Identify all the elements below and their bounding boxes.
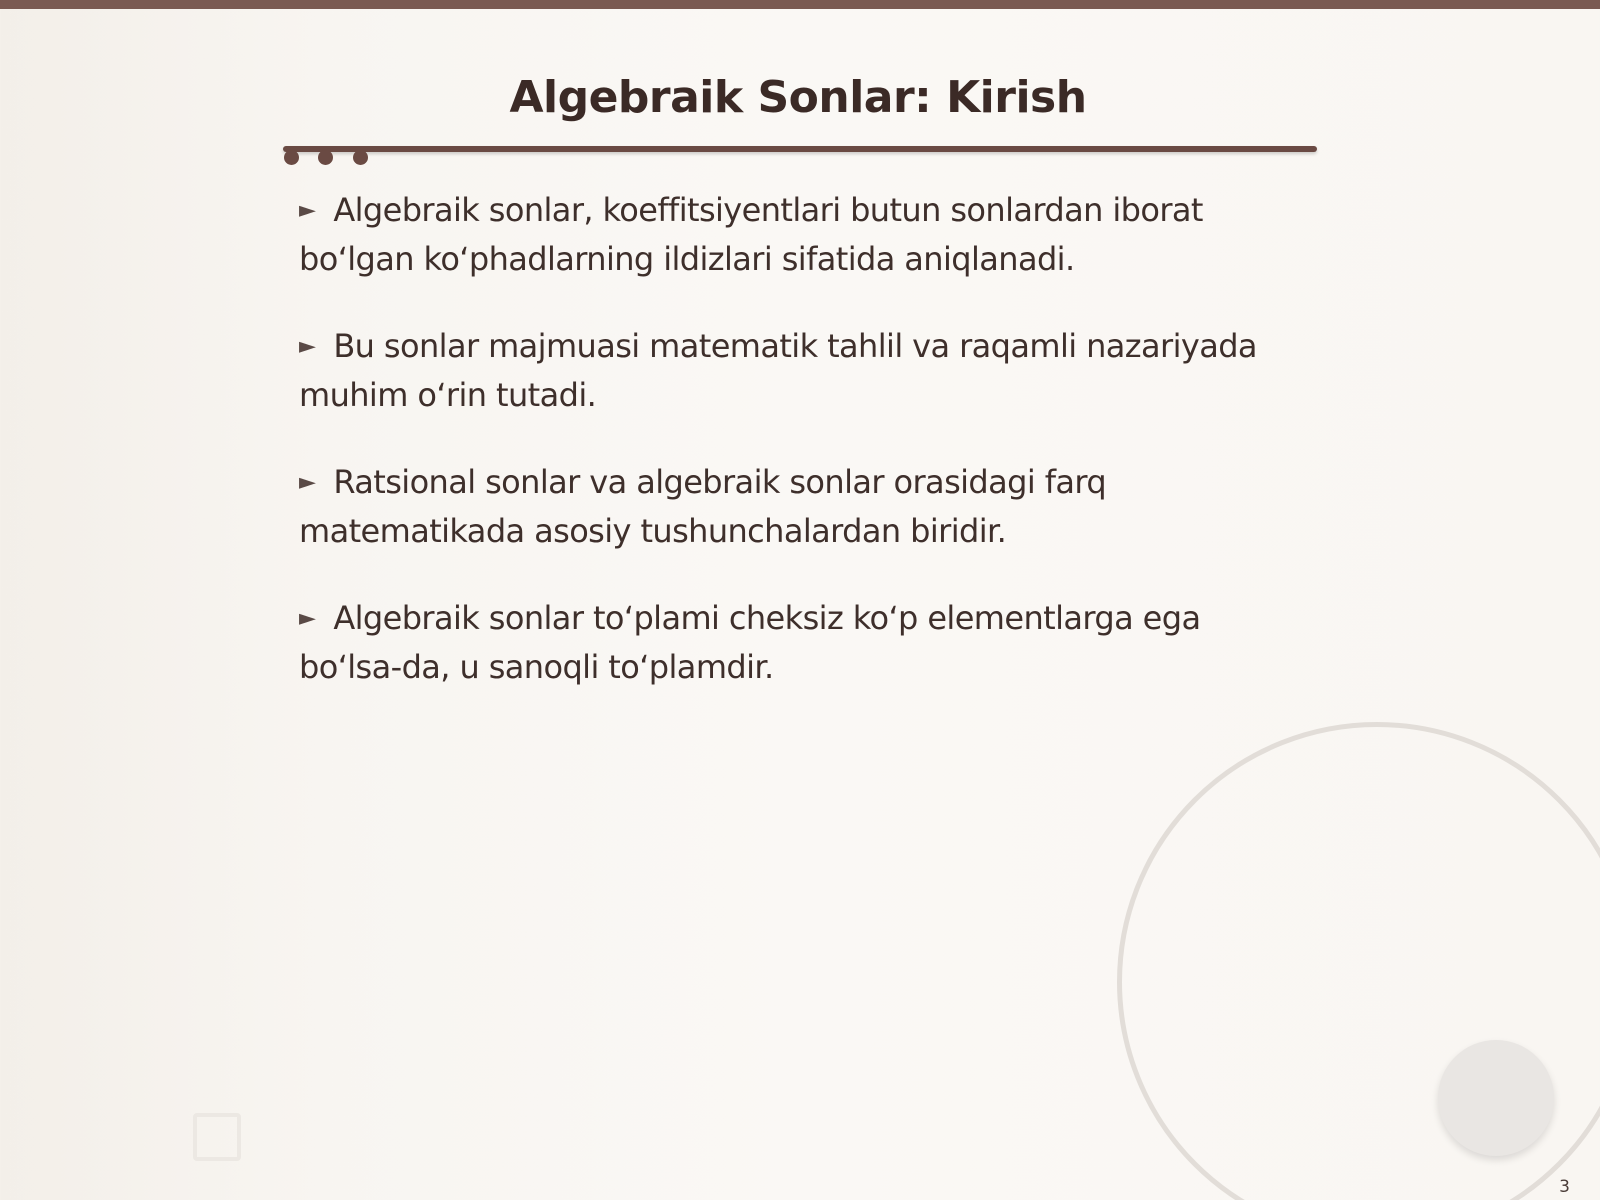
bullet-item bbox=[299, 594, 1309, 691]
bullet-item bbox=[299, 322, 1309, 419]
bullet-arrow-icon: ► bbox=[299, 606, 316, 631]
slide-title: Algebraik Sonlar: Kirish bbox=[509, 72, 1087, 123]
decorative-dot-3 bbox=[353, 150, 368, 165]
decorative-square bbox=[193, 1113, 241, 1161]
top-accent-bar bbox=[0, 0, 1600, 9]
bullet-text: Ratsional sonlar va algebraik sonlar orasidagi farq matematikada asosiy tushunchalardan biridir. bbox=[299, 463, 1107, 550]
title-underline bbox=[283, 146, 1317, 152]
bullet-list bbox=[299, 186, 1309, 730]
bullet-arrow-icon: ► bbox=[299, 198, 316, 223]
bullet-text: Bu sonlar majmuasi matematik tahlil va raqamli nazariyada muhim oʻrin tutadi. bbox=[299, 327, 1257, 414]
bullet-item bbox=[299, 458, 1309, 555]
bullet-text: Algebraik sonlar, koeffitsiyentlari butun sonlardan iborat boʻlgan koʻphadlarning ildizlari sifatida aniqlanadi. bbox=[299, 191, 1203, 278]
slide-number: 3 bbox=[1559, 1177, 1570, 1197]
decorative-disk bbox=[1438, 1040, 1554, 1156]
bullet-text: Algebraik sonlar toʻplami cheksiz koʻp elementlarga ega boʻlsa-da, u sanoqli toʻplamdir. bbox=[299, 599, 1201, 686]
decorative-dot-1 bbox=[284, 150, 299, 165]
bullet-item bbox=[299, 186, 1309, 283]
bullet-arrow-icon: ► bbox=[299, 334, 316, 359]
bullet-arrow-icon: ► bbox=[299, 470, 316, 495]
decorative-dot-2 bbox=[318, 150, 333, 165]
